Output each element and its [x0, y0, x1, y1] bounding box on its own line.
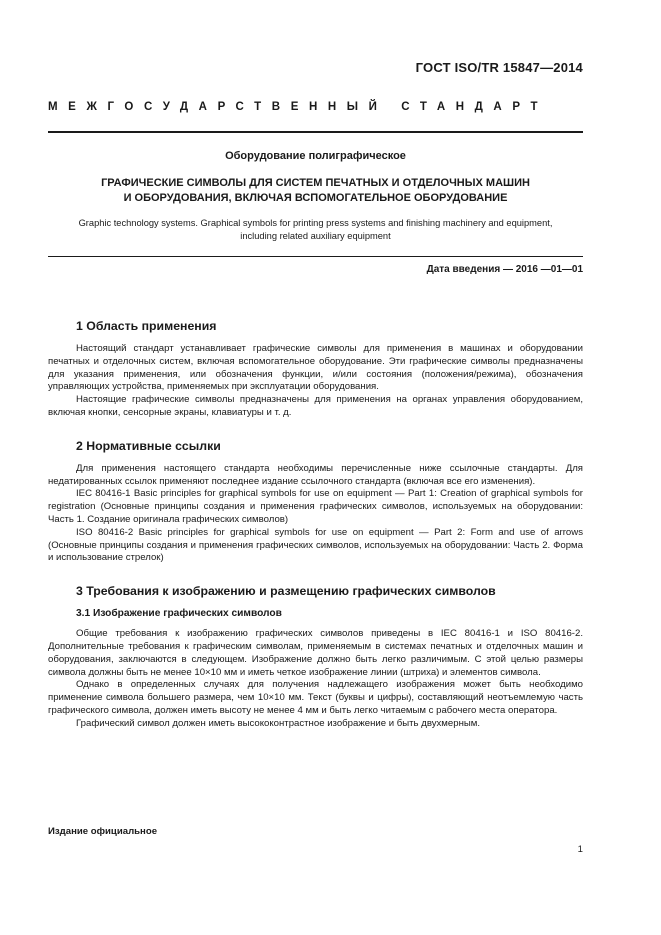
title-en-line: including related auxiliary equipment [240, 231, 391, 241]
section-scope [48, 319, 583, 420]
title-ru-line: И ОБОРУДОВАНИЯ, ВКЛЮЧАЯ ВСПОМОГАТЕЛЬНОЕ ОБОРУДОВАНИЕ [123, 192, 508, 204]
official-edition-label: Издание официальное [48, 826, 158, 837]
paragraph: Графический символ должен иметь высококонтрастное изображение и быть двухмерным. [76, 717, 481, 729]
document-body [48, 319, 583, 731]
page-number: 1 [577, 844, 583, 855]
section-heading: 1 Область применения [76, 319, 217, 333]
document-code: ГОСТ ISO/TR 15847—2014 [415, 60, 583, 75]
reference-item: ISO 80416-2 Basic principles for graphical symbols for use on equipment — Part 2: Form and use of arrows (Основные принципы создания и применения графических символов, используемых на оборудовании: Часть 2. Форма и использование стрелок) [48, 526, 583, 564]
title-divider [48, 256, 583, 257]
document-title-en [48, 217, 583, 243]
section-requirements [48, 584, 583, 730]
introduction-date: Дата введения — 2016 —01—01 [426, 264, 583, 275]
document-subtitle: Оборудование полиграфическое [225, 150, 406, 162]
title-ru-line: ГРАФИЧЕСКИЕ СИМВОЛЫ ДЛЯ СИСТЕМ ПЕЧАТНЫХ И ОТДЕЛОЧНЫХ МАШИН [101, 177, 530, 189]
header-divider [48, 131, 583, 133]
document-title-ru [48, 176, 583, 206]
paragraph: Общие требования к изображению графических символов приведены в IEC 80416-1 и ISO 80416-2. Дополнительные требования к графическим символам, применяемым в системах печатных и отделочных машин и оборудования, заключаются в следующем. Изображение должно быть легко различимым. С этой целью размеры символа должны быть не менее 10×10 мм и иметь четкое изображение линии (штриха) и элементов символа. [48, 628, 583, 678]
reference-item: IEC 80416-1 Basic principles for graphical symbols for use on equipment — Part 1: Creation of graphical symbols for registration (Основные принципы создания и применения графических символов, используемых на оборудовании: Часть 1. Создание оригинала графических символов) [48, 488, 583, 525]
section-heading: 2 Нормативные ссылки [76, 438, 221, 453]
subsection-heading: 3.1 Изображение графических символов [76, 608, 282, 620]
section-heading: 3 Требования к изображению и размещению графических символов [76, 584, 496, 599]
section-normative-references [48, 439, 583, 565]
interstate-standard-banner: МЕЖГОСУДАРСТВЕННЫЙ СТАНДАРТ [48, 101, 549, 113]
title-en-line: Graphic technology systems. Graphical symbols for printing press systems and finishing machinery and equipment, [78, 218, 553, 228]
paragraph: Настоящий стандарт устанавливает графические символы для применения в машинах и оборудовании печатных и отделочных систем, включая вспомогательное оборудование. Эти графические символы предназначены для указания применения, или обозначения функции, и/или состояния (положения/режима), обозначения управляющих устройства, применяемых при эксплуатации оборудования. [48, 343, 583, 393]
paragraph: Настоящие графические символы предназначены для применения на органах управления оборудованием, включая кнопки, сенсорные экраны, клавиатуры и т. д. [48, 394, 583, 418]
paragraph: Однако в определенных случаях для получения надлежащего изображения может быть необходимо применение символа большего размера, чем 10×10 мм. Текст (буквы и цифры), составляющий неотъемлемую часть графического символа, должен иметь высоту не менее 4 мм и быть легко читаемым с рабочего места оператора. [48, 679, 583, 716]
paragraph: Для применения настоящего стандарта необходимы перечисленные ниже ссылочные стандарты. Для недатированных ссылок применяют последнее издание ссылочного стандарта (включая все его изменения). [48, 462, 583, 487]
